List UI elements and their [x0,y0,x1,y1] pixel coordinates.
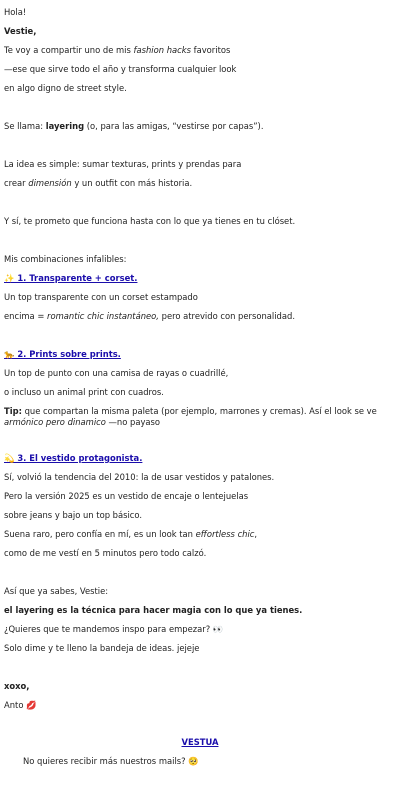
closing-line-1: Así que ya sabes, Vestie: [4,585,109,596]
brand-link[interactable]: VESTUA [181,736,219,747]
combo-3-line-1: Sí, volvió la tendencia del 2010: la de usar vestidos y patalones. [4,471,275,482]
combo-2-line-2: o incluso un animal print con cuadros. [4,387,164,397]
technique-name-line [4,121,396,140]
idea-line-1: La idea es simple: sumar texturas, prints y prendas para [4,159,242,169]
intro-text: Te voy a compartir uno de mis [4,45,134,55]
idea-text: y un outfit con más historia. [71,178,193,188]
combo-1-heading [4,273,396,292]
closing-line-4: Solo dime y te lleno la bandeja de ideas. jejeje [4,642,200,653]
combo-1-emphasis: romantic chic instantáneo, [47,311,159,321]
technique-name: layering [45,121,85,131]
idea-line-2 [4,178,396,197]
combo-2-line-1: Un top de punto con una camisa de rayas o cuadrillé, [4,368,229,378]
combo-2-link[interactable]: 🐆 2. Prints sobre prints. [4,349,121,359]
combo-3-text: Suena raro, pero confía en mí, es un look tan [4,528,196,539]
combos-intro: Mis combinaciones infalibles: [4,254,127,264]
combo-3-line-2: Pero la versión 2025 es un vestido de encaje o lentejuelas [4,490,249,501]
intro-line-3: en algo digno de street style. [4,83,127,93]
combo-3-text: , [254,528,258,539]
combo-3-line-3: sobre jeans y bajo un top básico. [4,509,143,520]
unsubscribe-text: No quieres recibir más nuestros mails? 🥺 [23,755,199,766]
salutation-text: Vestie, [4,26,37,36]
tip-label: Tip: [4,406,22,416]
combo-1-text: encima = [4,311,48,321]
closing-line-3: ¿Quieres que te mandemos inspo para empezar? 👀 [4,623,224,634]
tip-emphasis: armónico pero dinamico [4,416,106,427]
closing-line-2 [4,605,396,624]
signoff-text: xoxo, [4,680,30,691]
greeting: Hola! [4,7,27,17]
combo-3-link[interactable]: 💫 3. El vestido protagonista. [4,452,143,463]
combo-1-text: pero atrevido con personalidad. [158,311,295,321]
technique-label: Se llama: [4,121,46,131]
combo-1-link[interactable]: ✨ 1. Transparente + corset. [4,273,138,283]
intro-line-1 [4,45,396,64]
combo-3-line-4 [4,529,396,548]
intro-emphasis: fashion hacks [133,45,191,55]
signoff [4,681,396,700]
intro-line-2: —ese que sirve todo el año y transforma cualquier look [4,64,237,74]
combo-3-line-5: como de me vestí en 5 minutos pero todo calzó. [4,547,207,558]
technique-aside: (o, para las amigas, “vestirse por capas”). [84,121,264,131]
combo-3-heading [4,453,396,472]
closing-bold: el layering es la técnica para hacer magia con lo que ya tienes. [4,604,303,615]
footer-brand [4,737,396,756]
promise-line: Y sí, te prometo que funciona hasta con lo que ya tienes en tu clóset. [4,216,296,226]
combo-3-emphasis: effortless chic [195,528,255,539]
combo-2-tip [4,406,396,428]
intro-text: favoritos [190,45,231,55]
combo-1-line-2 [4,311,396,330]
combo-2-heading [4,349,396,368]
signature: Anto 💋 [4,699,37,710]
salutation [4,26,396,45]
combo-1-line-1: Un top transparente con un corset estampado [4,292,198,302]
idea-text: crear [4,178,29,188]
idea-emphasis: dimensión [28,178,72,188]
tip-text: —no payaso [105,416,161,427]
tip-text: que compartan la misma paleta (por ejemplo, marrones y cremas). Así el look se ve [21,406,377,416]
